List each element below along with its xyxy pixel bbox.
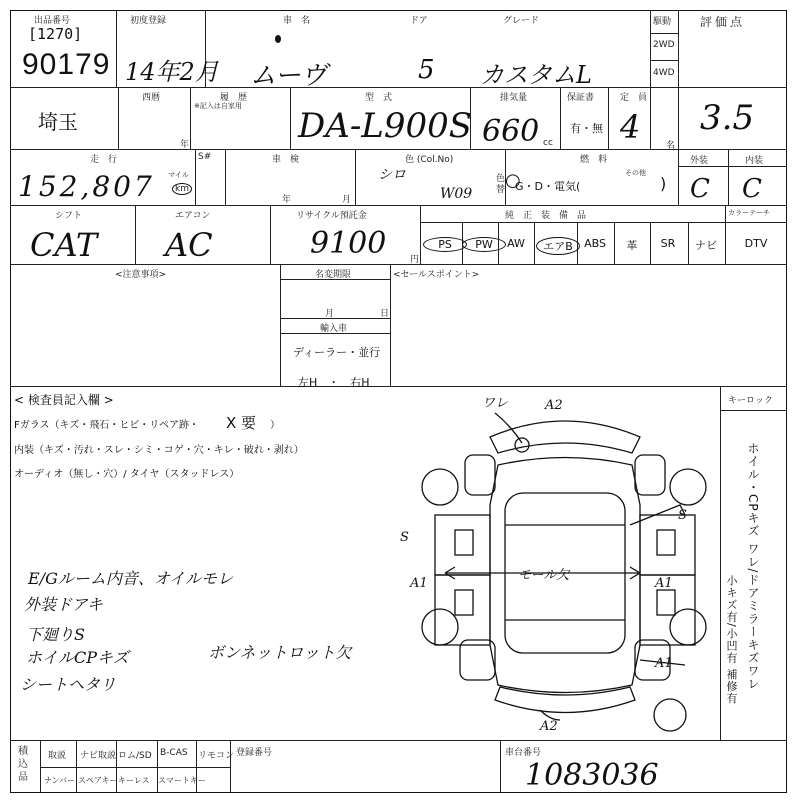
color-change-label: 色替 [496,174,506,195]
warranty-value[interactable]: 有・無 [570,122,603,135]
exterior-value: C [690,174,710,204]
mark-ware: ワレ [482,396,509,411]
tv-value[interactable]: DTV [744,237,768,250]
grade-value: カスタムL [480,61,592,89]
car-damage-diagram [400,395,720,740]
inspector-section-label: < 検査員記入欄 > [14,393,114,407]
equipment-sr[interactable]: SR [660,237,676,250]
history-label: 履 歴 [220,93,248,103]
item-navi-manual[interactable]: ナビ取説 [80,751,117,761]
shift-value: CAT [30,226,98,264]
equipment-airbag[interactable]: エアB [536,237,580,255]
registration-label: 登録番号 [236,748,273,758]
inspection-month: 月 [342,195,352,205]
doors-label: ドア [410,16,428,26]
mark-mole-missing: モール欠 [518,568,570,583]
doors-value: 5 [418,55,435,85]
year-label: 西暦 [142,93,161,103]
chassis-label: 車台番号 [505,748,542,758]
mileage-label: 走 行 [90,155,118,165]
month-label: 月 [325,309,335,319]
equipment-aw[interactable]: AW [507,237,525,250]
recycle-label: リサイクル預託金 [296,211,367,221]
equipment-leather[interactable]: 革 [626,239,638,252]
glass-line: Fガラス（キズ・飛石・ヒビ・リペア跡・ [14,420,200,431]
mileage-unit-mile: マイル [168,171,189,179]
equipment-pw[interactable]: PW [462,237,506,252]
exterior-label: 外装 [690,156,709,166]
lot-number: 90179 [22,48,111,81]
score-label: 評価点 [700,15,746,29]
equipment-abs[interactable]: ABS [584,237,606,250]
displacement-label: 排気量 [500,93,528,103]
model-name-value: ムーヴ [250,61,327,91]
equipment-label: 純 正 装 備 品 [505,211,587,221]
drive-4wd[interactable]: 4WD [653,68,675,78]
inspection-label: 車 検 [272,155,300,165]
hand-label[interactable]: 左H ・ 右H [298,376,370,389]
model-type-value: DA-L900S [298,106,473,146]
shipping-label: 積込品 [18,746,28,783]
handwritten-note-2: 外装ドアキ [24,595,103,614]
lot-code: [1270] [28,25,83,43]
ac-label: エアコン [175,211,211,221]
mark-a2-bottom: A2 [540,719,558,734]
recycle-unit: 円 [410,255,420,265]
fuel-other-label: その他 [625,169,646,177]
capacity-unit: 名 [666,141,676,151]
glass-close: ） [270,420,280,431]
inspection-year: 年 [282,195,292,205]
bonnet-note: ボンネットロット欠 [208,643,352,662]
glass-mark: X 要 [226,414,257,432]
interior-value: C [742,174,762,204]
model-type-label: 型 式 [365,93,393,103]
first-reg-label: 初度登録 [130,16,167,26]
capacity-label: 定 員 [620,93,648,103]
mark-a2-top: A2 [545,398,563,413]
item-plate[interactable]: ナンバー [44,776,76,785]
handwritten-note-5: シートヘタリ [20,675,117,694]
mark-a1-left: A1 [410,576,428,591]
tv-label: カラーテーチ [728,209,770,217]
handwritten-note-1: E/Gルーム内音、オイルモレ [28,569,234,588]
item-keyless[interactable]: キーレス [118,776,150,785]
handwritten-note-4: ホイルCPキズ [26,648,129,667]
equipment-navi[interactable]: ナビ [695,239,717,252]
chassis-value: 1083036 [525,758,659,793]
listing-label: 出品番号 [34,16,71,26]
model-name-label: 車 名 [283,16,311,26]
mileage-value: 152,807 [18,170,155,203]
displacement-value: 660 [482,114,540,149]
item-bcas[interactable]: B-CAS [160,748,188,758]
fuel-options[interactable]: G・D・電気( [515,180,581,193]
caution-label: <注意事項> [115,270,167,280]
fuel-label: 燃 料 [580,155,608,165]
side-note-1: ホイル・CPキズ ワレ/ドアミラーキズワレ [746,442,760,691]
color-value: シロ [378,167,406,183]
drive-2wd[interactable]: 2WD [653,40,675,50]
score-value: 3.5 [700,98,755,138]
mark-s-left: S [400,530,409,545]
year-suffix: 年 [180,140,190,150]
warranty-label: 保証書 [567,93,595,103]
fuel-close: ) [660,174,667,193]
item-rom-sd[interactable]: ロム/SD [118,751,152,761]
ac-value: AC [165,226,213,264]
day-label: 日 [380,309,390,319]
fuel-handwritten-circle: ○ [505,170,521,191]
handwritten-note-3: 下廻りS [26,625,85,644]
item-remote[interactable]: リモコン [198,751,235,761]
dealer-label[interactable]: ディーラー・並行 [293,346,381,359]
import-label: 輸入車 [320,324,348,334]
displacement-unit: cc [543,138,553,148]
mark-s-right: S [678,508,687,523]
equipment-ps[interactable]: PS [423,237,467,252]
mileage-unit-km: km [172,183,192,195]
prefecture: 埼玉 [38,110,78,134]
capacity-value: 4 [620,108,641,146]
interior-label: 内装 [745,156,764,166]
shift-label: シフト [55,211,83,221]
color-code: W09 [440,186,473,202]
item-smart-key[interactable]: スマートキー [158,776,206,785]
title-expiry-label: 名変期限 [315,270,352,280]
mark-a1-bottom: A1 [655,656,673,671]
s-label: S# [198,152,212,162]
ink-dot [275,35,281,43]
recycle-value: 9100 [310,226,387,261]
interior-line: 内装（キズ・汚れ・スレ・シミ・コゲ・穴・キレ・破れ・剥れ） [14,445,304,456]
item-spare-key[interactable]: スペアキー [78,776,118,785]
mark-a1-right: A1 [655,576,673,591]
item-manual[interactable]: 取説 [48,751,67,761]
audio-line: オーディオ（無し・穴）/ タイヤ（スタッドレス） [14,469,240,480]
side-note-2: 小キズ有/小凹有 補修有 [725,575,738,705]
drive-label: 駆動 [653,17,672,27]
key-lock-label: キーロック [728,396,773,406]
history-note: ※記入は自家用 [194,102,242,110]
first-reg-value: 14年2月 [125,58,219,86]
color-label: 色 (Col.No) [405,155,454,165]
sales-point-label: <セールスポイント> [393,270,480,280]
grade-label: グレード [503,16,540,26]
